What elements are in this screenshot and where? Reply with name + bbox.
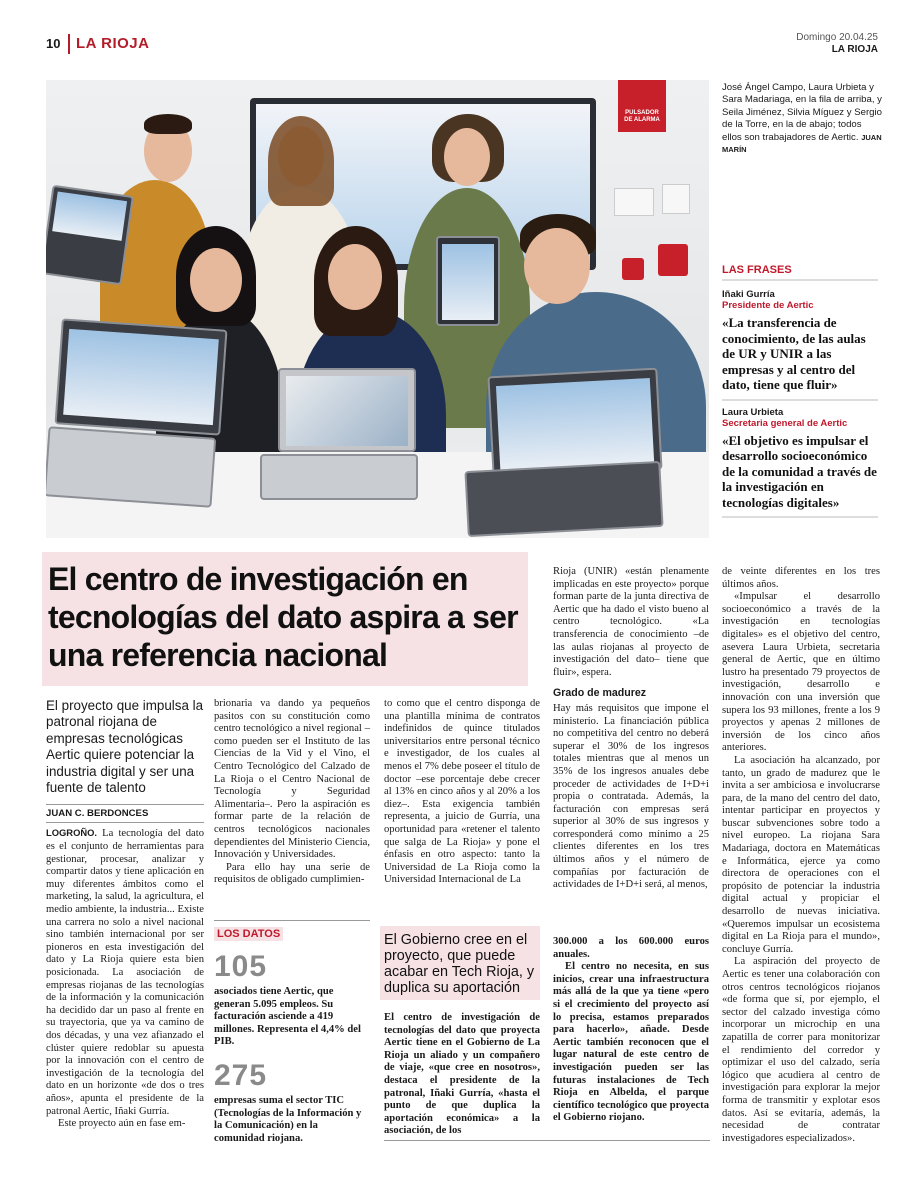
sidebar-col-1: El centro de investigación de tecnologías del dato que proyecta Aertic tiene en el Gobierno de La Rioja un aliado y un compañero de viaje, «que cree en nosotros», destaca el presidente de la patronal, Iñaki Gurría, «hasta el punto de que duplica la aportación económica» a la asociación, de los [384, 1012, 540, 1137]
stat-value: 105 [214, 950, 268, 983]
frase-name: Laura Urbieta [722, 406, 784, 418]
article-col-5: de veinte diferentes en los tres últimos años. «Impulsar el desarrollo socioeconómico a través de la investigación en tecnologías digitales» es el objetivo del centro, asevera Laura Urbieta, secretaria general de Aertic, que en último lustro ha presentado 79 proyectos de investigación, desarrollo e innovación con una inversión que supera los 93 millones, frente a los 9 proyectos y apenas 2 millones de inversión de los cinco años anteriores. La asociación ha alcanzado, por tanto, un grado de madurez que le invita a ser ambiciosa e involucrarse para, de la mano del centro del dato, intentar participar en proyectos y buscar subvenciones sobre todo a nivel europeo. La riojana Sara Madariaga, doctora en Matemáticas e Informática, ejerce ya como directora de operaciones con el propósito de potenciar la industria digital actual y propiciar el desarrollo de nuevas iniciativa. «Queremos impulsar un ecosistema digital en La Rioja para el mundo», concluye Gurría. La aspiración del proyecto de Aertic es tener una colaboración con otros centros tecnológicos riojanos «de forma que sí, por ejemplo, el sector del calzado investiga cómo incorporar un microchip en una zapatilla de correr para monitorizar el rendimiento del corredor y optimizar el uso del calzado, sería lógico que acudiera al centro de investigación para explorar la mejor forma de transmitir y explotar esos datos. Así se evitaría, además, la necesidad de contratar investigadores especializados». [722, 566, 880, 1144]
photo-caption: José Ángel Campo, Laura Urbieta y Sara Madariaga, en la fila de arriba, y Seila Jiménez, Silvia Míguez y Sergio de la Torre, en la de abajo; todos ellos son trabajadores de Aertic. JUAN MARÍN [722, 82, 882, 155]
frases-title: LAS FRASES [722, 264, 878, 281]
frases-box [722, 264, 878, 518]
sidebar-col-2: 300.000 a los 600.000 euros anuales. El centro no necesita, en sus inicios, crear una infraestructura más allá de la que ya tiene «pero si el crecimiento del proyecto así lo precisa, estamos preparados para hacerlo», añade. Desde Aertic también reconocen que el lugar natural de este centro de investigación pueden ser las futuras instalaciones de Tech Rioja en Albelda, el parque científico tecnológico que proyecta el Gobierno riojano. [553, 936, 709, 1124]
tablet [436, 236, 500, 326]
datos-box [214, 920, 370, 1145]
tablet [46, 185, 134, 286]
laptop [278, 368, 416, 452]
header-paper: LA RIOJA [831, 44, 878, 55]
header-divider [68, 34, 70, 54]
sidebar-headline: El Gobierno cree en el proyecto, que puede acabar en Tech Rioja, y duplica su aportación [384, 932, 535, 996]
header-date: Domingo 20.04.25 [796, 32, 878, 43]
laptop [55, 318, 228, 435]
stat-text: asociados tiene Aertic, que generan 5.095 empleos. Su facturación asciende a 419 millones. Representa el 4,4% del PIB. [214, 986, 361, 1048]
wall-device [614, 188, 654, 216]
article-col-4: Rioja (UNIR) «están plenamente implicadas en este proyecto» porque forman parte de la junta directiva de Aertic que ha dado el visto bueno al centro tecnológico. «La transferencia de conocimiento –de las aulas riojanas al proyecto de investigación del dato– tiene que fluir», espera. Grado de madurez Hay más requisitos que impone el ministerio. La financiación pública no competitiva del centro no deberá superar el 30% de los ingresos totales mientras que al menos un 35% de los ingresos anuales debe proceder de actividades de I+D+i propia o contratada. Además, la facturación con empresas será superior al 30% de sus ingresos y corresponderá como mínimo a 25 clientes diferentes en los tres últimos años y el número de compañías por facturación de actividades de I+D+i será, al menos, [553, 566, 709, 891]
wall-device [662, 184, 690, 214]
headline: El centro de investigación en tecnologías del dato aspira a ser una referencia nacional [48, 561, 518, 673]
main-photo [46, 80, 709, 538]
article-col-3: to como que el centro disponga de una plantilla mínima de contratos indefinidos de quince titulados universitarios entre personal técnico e investigador, de los cuales al menos el 7% debe poseer el título de doctor –ese porcentaje debe crecer al 13% en cinco años y al 20% a los diez–. Esta exigencia también representa, a juicio de Gurría, una oportunidad para «retener el talento que salga de La Rioja» y pone el énfasis en otro aspecto: tanto la Universidad de La Rioja como la Universidad Internacional de La [384, 698, 540, 886]
frase-item [722, 407, 878, 519]
photo-credit: JUAN MARÍN [722, 132, 882, 155]
col-subhead: Grado de madurez [553, 687, 647, 700]
stat-value: 275 [214, 1058, 268, 1092]
laptop-keyboard [46, 426, 216, 508]
stat-text: empresas suma el sector TIC (Tecnologías de la Información y la Comunicación) en la comunidad riojana. [214, 1094, 362, 1144]
frase-item [722, 289, 878, 401]
location: LOGROÑO. [46, 827, 98, 839]
headline-box [42, 552, 528, 686]
page-header [0, 0, 924, 60]
subhead: El proyecto que impulsa la patronal riojana de empresas tecnológicas Aertic quiere potenciar la industria digital y ser una fuente de talento [46, 698, 204, 796]
article-col-1: El proyecto que impulsa la patronal riojana de empresas tecnológicas Aertic quiere potenciar la industria digital y ser una fuente de talento JUAN C. BERDONCES LOGROÑO. La tecnología del dato es el conjunto de herramientas para gestionar, procesar, analizar y compartir datos y tiene aplicación en muy diferentes ámbitos como el marketing, la salud, la agricultura, el medio ambiente, la industria... Existe una carrera no solo a nivel nacional sino también internacional por ser pioneros en esta investigación del dato y La Rioja quiere esta bien posicionada. La asociación de empresas riojanas de las tecnologías de la información y la comunicación ha decidido dar un paso al frente en su trayectoria, que ya va camino de dos décadas, y una vez afianzado el clúster quiere redoblar su apuesta por la innovación con el centro de investigación de la tecnología del dato en un horizonte «de dos o tres años», apunta el presidente de la patronal Aertic, Iñaki Gurría. Este proyecto aún en fase em- [46, 698, 204, 1130]
alarm-button [658, 244, 688, 276]
section-name: LA RIOJA [76, 35, 150, 52]
laptop-keyboard [260, 454, 418, 500]
laptop-keyboard [464, 461, 663, 537]
frase-role: Secretaria general de Aertic [722, 417, 848, 429]
frase-role: Presidente de Aertic [722, 300, 814, 311]
author: JUAN C. BERDONCES [46, 804, 204, 823]
page-number: 10 [46, 36, 61, 51]
alarm-button [622, 258, 644, 280]
frase-quote: «El objetivo es impulsar el desarrollo socioeconómico de la comunidad a través de la investigación en tecnologías digitales» [722, 432, 877, 510]
frase-name: Iñaki Gurría [722, 289, 775, 300]
datos-title: LOS DATOS [214, 927, 283, 941]
frase-quote: «La transferencia de conocimiento, de las aulas de UR y UNIR a las empresas y al centro del dato, tiene que fluir» [722, 315, 866, 392]
article-col-2: brionaria va dando ya pequeños pasitos con su constitución como centro tecnológico a nivel regional –como pueden ser el Instituto de las Ciencias de la Vid y el Vino, el Centro Tecnológico del Calzado de La Rioja o el Centro Nacional de Tecnología y Seguridad Alimentaria–. Pero la aspiración es formar parte de la relación de centros tecnológicos nacionales dependientes del Ministerio Ciencia, Innovación y Universidades. Para ello hay una serie de requisitos de obligado cumplimien- [214, 698, 370, 886]
alarm-sign: PULSADOR DE ALARMA [618, 80, 666, 132]
sidebar-box [384, 926, 710, 1144]
